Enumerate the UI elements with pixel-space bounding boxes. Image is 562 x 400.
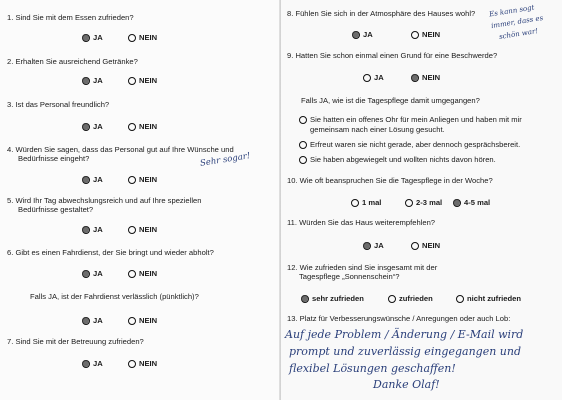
radio-circle-icon: [128, 123, 136, 131]
radio-circle-icon: [128, 317, 136, 325]
question-7: 7. Sind Sie mit der Betreuung zufrieden?: [7, 337, 144, 346]
radio-circle-icon: [405, 199, 413, 207]
q9b-answer-3[interactable]: Sie haben abgewiegelt und wollten nichts davon hören.: [299, 155, 496, 165]
radio-circle-icon: [82, 360, 90, 368]
q9b-answer-1-line2: gemeinsam nach einer Lösung gesucht.: [310, 125, 445, 134]
q4-option-nein[interactable]: NEIN: [128, 175, 157, 185]
question-9: 9. Hatten Sie schon einmal einen Grund für eine Beschwerde?: [287, 51, 498, 60]
question-5-line2: Bedürfnisse gestaltet?: [18, 205, 94, 214]
question-4-line1: 4. Würden Sie sagen, dass das Personal gut auf Ihre Wünsche und: [7, 145, 234, 154]
handwritten-note-q4: Sehr sogar!: [199, 151, 251, 169]
question-12-line1: 12. Wie zufrieden sind Sie insgesamt mit der: [287, 263, 438, 272]
radio-circle-icon: [363, 74, 371, 82]
question-6: 6. Gibt es einen Fahrdienst, der Sie bringt und wieder abholt?: [7, 248, 214, 257]
radio-circle-icon: [82, 270, 90, 278]
q6b-option-nein[interactable]: NEIN: [128, 316, 157, 326]
radio-circle-icon: [128, 34, 136, 42]
q1-option-ja[interactable]: JA: [82, 33, 103, 43]
radio-circle-icon: [128, 270, 136, 278]
q5-option-nein[interactable]: NEIN: [128, 225, 157, 235]
handwritten-comment-line4: Danke Olaf!: [373, 378, 440, 391]
q11-option-ja[interactable]: JA: [363, 241, 384, 251]
radio-circle-icon: [301, 295, 309, 303]
radio-circle-icon: [411, 74, 419, 82]
q1-option-nein[interactable]: NEIN: [128, 33, 157, 43]
q8-option-nein[interactable]: NEIN: [411, 30, 440, 40]
radio-circle-icon: [128, 77, 136, 85]
radio-circle-icon: [363, 242, 371, 250]
q6-option-nein[interactable]: NEIN: [128, 269, 157, 279]
question-4-line2: Bedürfnisse eingeht?: [18, 154, 90, 163]
q6-option-ja[interactable]: JA: [82, 269, 103, 279]
question-9-followup: Falls JA, wie ist die Tagespflege damit umgegangen?: [301, 96, 480, 105]
question-10: 10. Wie oft beanspruchen Sie die Tagespflege in der Woche?: [287, 176, 493, 185]
q10-option-2[interactable]: 2-3 mal: [405, 198, 442, 208]
q9-option-nein[interactable]: NEIN: [411, 73, 440, 83]
radio-circle-icon: [453, 199, 461, 207]
question-3: 3. Ist das Personal freundlich?: [7, 100, 110, 109]
radio-circle-icon: [128, 226, 136, 234]
radio-circle-icon: [82, 77, 90, 85]
q12-option-3[interactable]: nicht zufrieden: [456, 294, 521, 304]
radio-circle-icon: [82, 226, 90, 234]
q6b-option-ja[interactable]: JA: [82, 316, 103, 326]
q9b-answer-1[interactable]: Sie hatten ein offenes Ohr für mein Anliegen und haben mit mir: [299, 115, 522, 125]
handwritten-note-q8-line1: Es kann sogt: [488, 3, 535, 19]
q3-option-nein[interactable]: NEIN: [128, 122, 157, 132]
right-page: [281, 0, 562, 400]
q10-option-3[interactable]: 4-5 mal: [453, 198, 490, 208]
radio-circle-icon: [299, 156, 307, 164]
q12-option-1[interactable]: sehr zufrieden: [301, 294, 364, 304]
handwritten-comment-line2: prompt und zuverlässig eingegangen und: [289, 345, 521, 358]
question-11: 11. Würden Sie das Haus weiterempfehlen?: [287, 218, 436, 227]
q2-option-ja[interactable]: JA: [82, 76, 103, 86]
question-12-line2: Tagespflege „Sonnenschein“?: [299, 272, 400, 281]
q7-option-nein[interactable]: NEIN: [128, 359, 157, 369]
q11-option-nein[interactable]: NEIN: [411, 241, 440, 251]
question-8: 8. Fühlen Sie sich in der Atmosphäre des Hauses wohl?: [287, 9, 476, 18]
radio-circle-icon: [82, 176, 90, 184]
q8-option-ja[interactable]: JA: [352, 30, 373, 40]
q4-option-ja[interactable]: JA: [82, 175, 103, 185]
q9-option-ja[interactable]: JA: [363, 73, 384, 83]
radio-circle-icon: [299, 141, 307, 149]
question-2: 2. Erhalten Sie ausreichend Getränke?: [7, 57, 138, 66]
handwritten-note-q8-line3: schön war!: [498, 26, 539, 42]
radio-circle-icon: [388, 295, 396, 303]
q5-option-ja[interactable]: JA: [82, 225, 103, 235]
handwritten-comment-line1: Auf jede Problem / Änderung / E-Mail wird: [285, 328, 524, 341]
radio-circle-icon: [128, 360, 136, 368]
q2-option-nein[interactable]: NEIN: [128, 76, 157, 86]
question-13: 13. Platz für Verbesserungswünsche / Anregungen oder auch Lob:: [287, 314, 511, 323]
radio-circle-icon: [82, 34, 90, 42]
radio-circle-icon: [352, 31, 360, 39]
q9b-answer-2[interactable]: Erfreut waren sie nicht gerade, aber dennoch gesprächsbereit.: [299, 140, 520, 150]
radio-circle-icon: [351, 199, 359, 207]
radio-circle-icon: [299, 116, 307, 124]
radio-circle-icon: [128, 176, 136, 184]
q3-option-ja[interactable]: JA: [82, 122, 103, 132]
radio-circle-icon: [82, 317, 90, 325]
question-1: 1. Sind Sie mit dem Essen zufrieden?: [7, 13, 134, 22]
radio-circle-icon: [411, 242, 419, 250]
question-5-line1: 5. Wird Ihr Tag abwechslungsreich und auf Ihre speziellen: [7, 196, 202, 205]
radio-circle-icon: [411, 31, 419, 39]
handwritten-comment-line3: flexibel Lösungen geschaffen!: [289, 362, 456, 375]
q12-option-2[interactable]: zufrieden: [388, 294, 433, 304]
q10-option-1[interactable]: 1 mal: [351, 198, 381, 208]
handwritten-note-q8-line2: immer, dass es: [490, 13, 544, 31]
radio-circle-icon: [82, 123, 90, 131]
radio-circle-icon: [456, 295, 464, 303]
q7-option-ja[interactable]: JA: [82, 359, 103, 369]
question-6-followup: Falls JA, ist der Fahrdienst verlässlich (pünktlich)?: [30, 292, 199, 301]
